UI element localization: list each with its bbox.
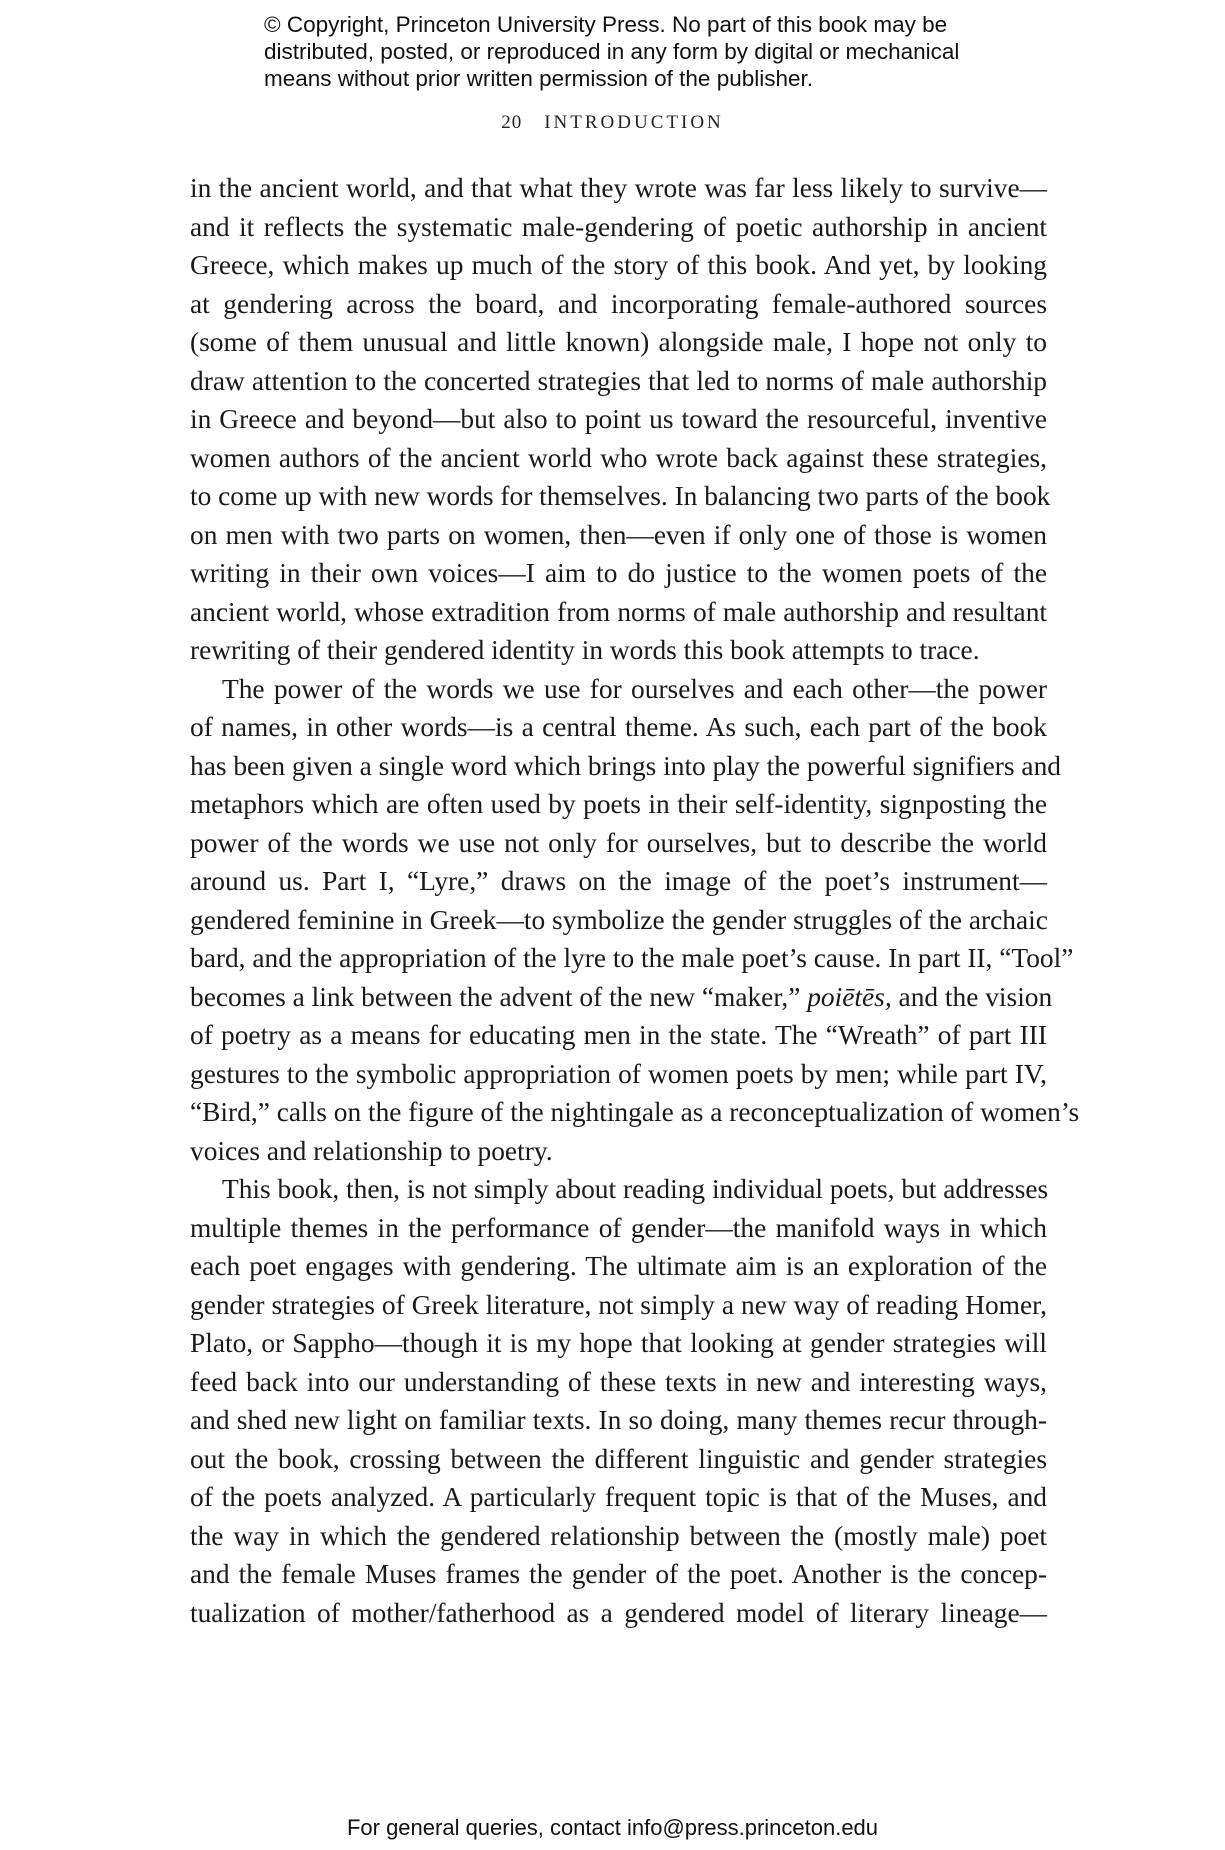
text-line: and it reflects the systematic male-gendering of poetic authorship in ancient <box>190 211 1047 242</box>
text-line: gender strategies of Greek literature, not simply a new way of reading Homer, <box>190 1289 1047 1320</box>
text-line: ancient world, whose extradition from norms of male authorship and resultant <box>190 596 1047 627</box>
text-line: The power of the words we use for ourselves and each other—the power <box>222 673 1047 704</box>
body-text <box>190 169 1080 1632</box>
text-line: to come up with new words for themselves. In balancing two parts of the book <box>190 481 1051 511</box>
text-line: each poet engages with gendering. The ultimate aim is an exploration of the <box>190 1251 1047 1281</box>
text-line: tualization of mother/fatherhood as a gendered model of literary lineage— <box>190 1597 1047 1628</box>
text-line: This book, then, is not simply about reading individual poets, but addresses <box>222 1174 1049 1204</box>
text-line: voices and relationship to poetry. <box>190 1135 553 1166</box>
copyright-line: means without prior written permission of the publisher. <box>264 66 814 91</box>
text-line: on men with two parts on women, then—even if only one of those is women <box>190 519 1047 550</box>
page-number: 20 <box>501 112 523 133</box>
text-line: “Bird,” calls on the figure of the nightingale as a reconceptualization of women’s <box>190 1097 1080 1127</box>
text-line: bard, and the appropriation of the lyre to the male poet’s cause. In part II, “Tool” <box>190 943 1074 973</box>
text-line: power of the words we use not only for ourselves, but to describe the world <box>190 827 1047 858</box>
copyright-line: © Copyright, Princeton University Press. No part of this book may be <box>264 12 948 37</box>
text-line: Greece, which makes up much of the story of this book. And yet, by looking <box>190 250 1047 280</box>
section-title: INTRODUCTION <box>544 112 724 133</box>
text-line: in Greece and beyond—but also to point us toward the resourceful, inventive <box>190 404 1047 434</box>
text-line: at gendering across the board, and incorporating female-authored sources <box>190 288 1047 319</box>
running-head <box>0 112 1225 134</box>
text-line: has been given a single word which brings into play the powerful signifiers and <box>190 750 1061 781</box>
text-line: of poetry as a means for educating men in the state. The “Wreath” of part III <box>190 1020 1047 1050</box>
text-line: writing in their own voices—I aim to do justice to the women poets of the <box>190 558 1047 588</box>
text-line: around us. Part I, “Lyre,” draws on the image of the poet’s instrument— <box>190 866 1047 896</box>
text-line: out the book, crossing between the different linguistic and gender strategies <box>190 1443 1047 1474</box>
copyright-notice <box>264 11 1024 92</box>
text-line: of the poets analyzed. A particularly frequent topic is that of the Muses, and <box>190 1482 1047 1512</box>
text-line: gendered feminine in Greek—to symbolize the gender struggles of the archaic <box>190 904 1048 935</box>
text-run: and the vision <box>898 981 1053 1012</box>
text-line-mixed <box>190 978 1053 1017</box>
text-line: rewriting of their gendered identity in words this book attempts to trace. <box>190 635 980 665</box>
italic-term: poiētēs, <box>807 981 892 1012</box>
text-line: feed back into our understanding of these texts in new and interesting ways, <box>190 1366 1047 1397</box>
text-line: in the ancient world, and that what they wrote was far less likely to survive— <box>190 173 1047 203</box>
text-line: draw attention to the concerted strategies that led to norms of male authorship <box>190 365 1047 396</box>
footer-contact: For general queries, contact info@press.princeton.edu <box>346 1815 879 1840</box>
text-line: women authors of the ancient world who wrote back against these strategies, <box>190 442 1047 473</box>
text-line: and the female Muses frames the gender of the poet. Another is the concep- <box>190 1559 1047 1589</box>
text-line: the way in which the gendered relationship between the (mostly male) poet <box>190 1520 1047 1551</box>
copyright-line: distributed, posted, or reproduced in any form by digital or mechanical <box>264 39 960 64</box>
text-run: becomes a link between the advent of the new “maker,” <box>190 981 801 1012</box>
text-line: gestures to the symbolic appropriation of women poets by men; while part IV, <box>190 1058 1047 1089</box>
text-line: (some of them unusual and little known) alongside male, I hope not only to <box>190 327 1047 357</box>
text-line: multiple themes in the performance of gender—the manifold ways in which <box>190 1212 1047 1243</box>
text-line: metaphors which are often used by poets in their self-identity, signposting the <box>190 789 1047 819</box>
text-line: of names, in other words—is a central theme. As such, each part of the book <box>190 712 1047 742</box>
text-line: and shed new light on familiar texts. In so doing, many themes recur through- <box>190 1405 1047 1435</box>
text-line: Plato, or Sappho—though it is my hope that looking at gender strategies will <box>190 1328 1047 1358</box>
